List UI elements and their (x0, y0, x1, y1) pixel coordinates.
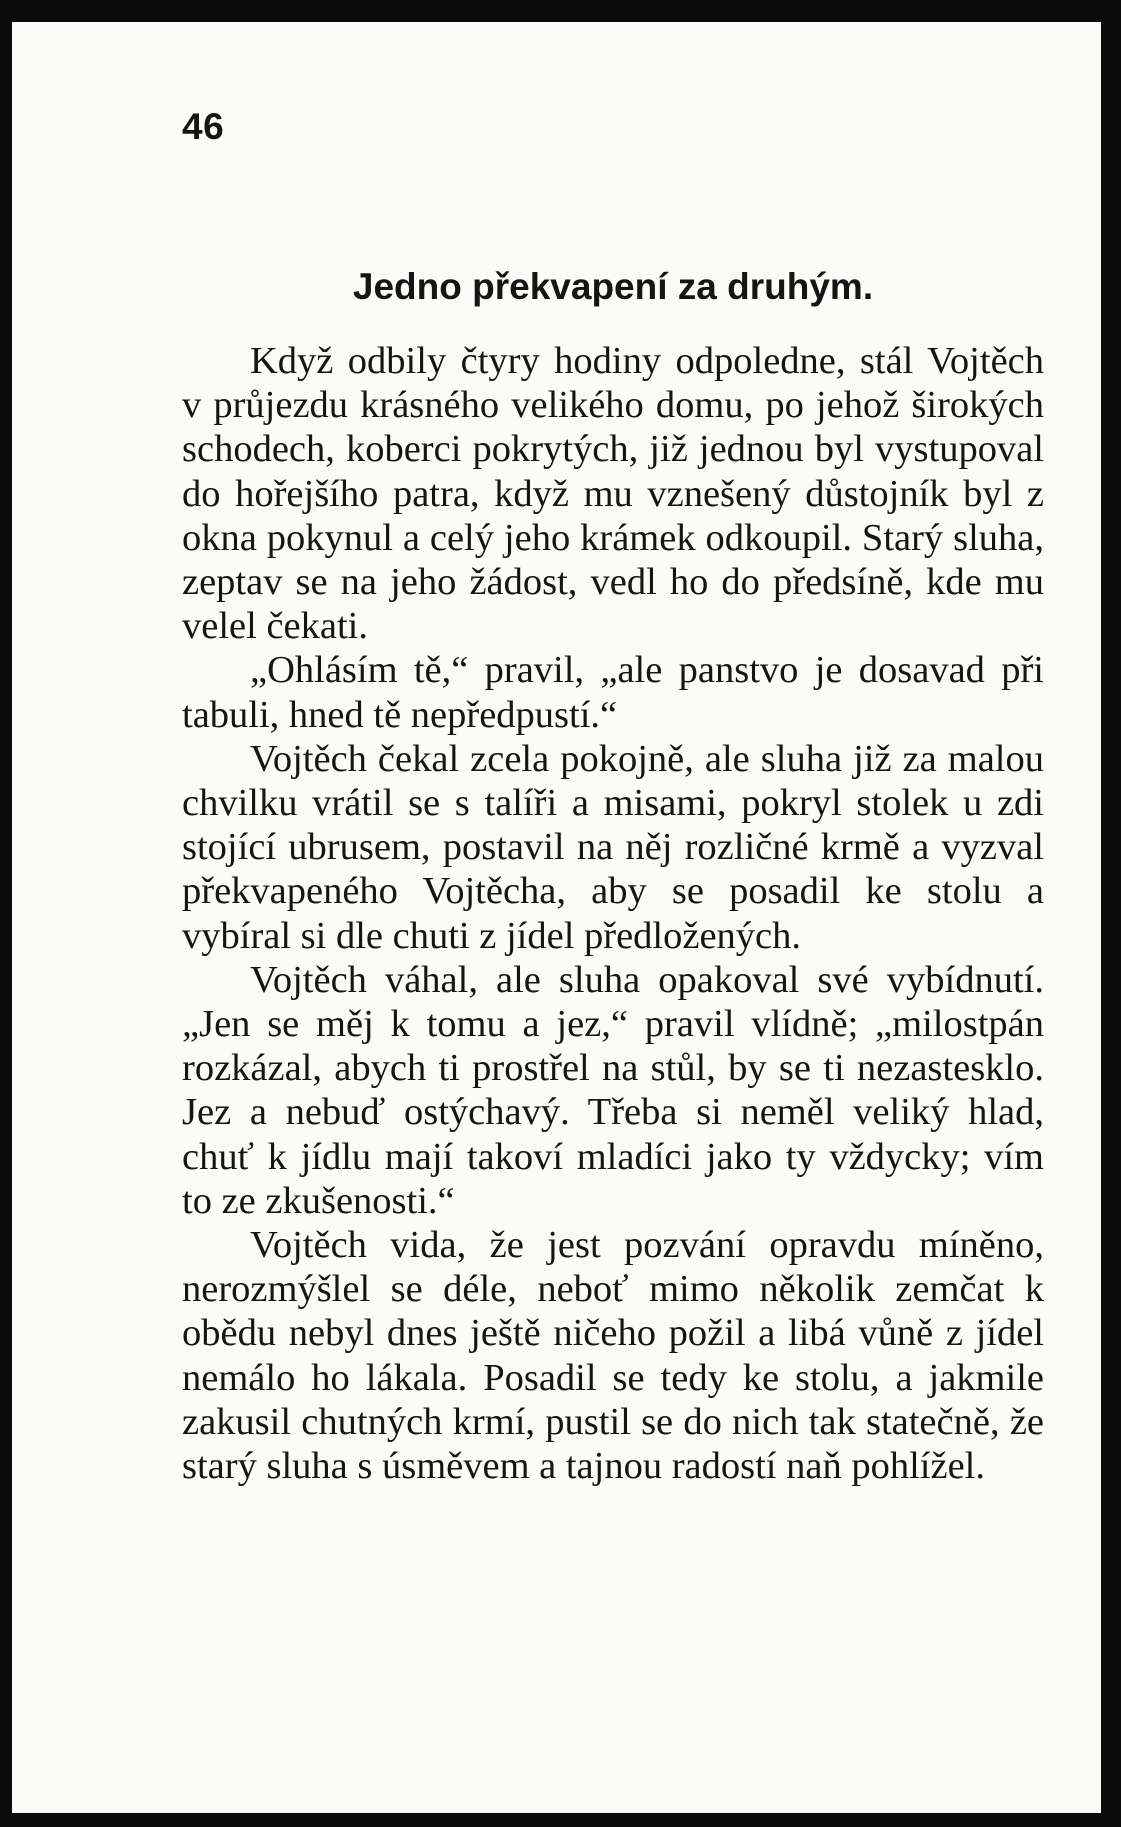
paragraph-5: Vojtěch vida, že jest pozvání opravdu míněno, nerozmýšlel se déle, neboť mimo několik zemčat k obědu nebyl dnes ještě ničeho požil a libá vůně z jídel nemálo ho lákala. Posadil se tedy ke stolu, a jakmile zakusil chutných krmí, pustil se do nich tak statečně, že starý sluha s úsměvem a tajnou radostí naň pohlížel. (182, 1224, 1044, 1488)
page-number: 46 (182, 106, 225, 147)
paragraph-4: Vojtěch váhal, ale sluha opakoval své vybídnutí. „Jen se měj k tomu a jez,“ pravil vlídně; „milostpán rozkázal, abych ti prostřel na stůl, by se ti nezastesklo. Jez a nebuď ostýchavý. Třeba si neměl veliký hlad, chuť k jídlu mají takoví mladíci jako ty vždycky; vím to ze zkušenosti.“ (182, 958, 1044, 1222)
paragraph-2: „Ohlásím tě,“ pravil, „ale panstvo je dosavad při tabuli, hned tě nepředpustí.“ (182, 649, 1044, 736)
page-content (182, 108, 1044, 1488)
paragraph-1: Když odbily čtyry hodiny odpoledne, stál Vojtěch v průjezdu krásného velikého domu, po jehož širokých schodech, koberci pokrytých, již jednou byl vystupoval do hořejšího patra, když mu vznešený důstojník byl z okna pokynul a celý jeho krámek odkoupil. Starý sluha, zeptav se na jeho žádost, vedl ho do předsíně, kde mu velel čekati. (182, 340, 1044, 648)
chapter-heading: Jedno překvapení za druhým. (352, 266, 874, 307)
body-text (182, 339, 1044, 1488)
paragraph-3: Vojtěch čekal zcela pokojně, ale sluha již za malou chvilku vrátil se s talíři a misami, pokryl stolek u zdi stojící ubrusem, postavil na něj rozličné krmě a vyzval překvapeného Vojtěcha, aby se posadil ke stolu a vybíral si dle chuti z jídel předložených. (182, 737, 1044, 957)
